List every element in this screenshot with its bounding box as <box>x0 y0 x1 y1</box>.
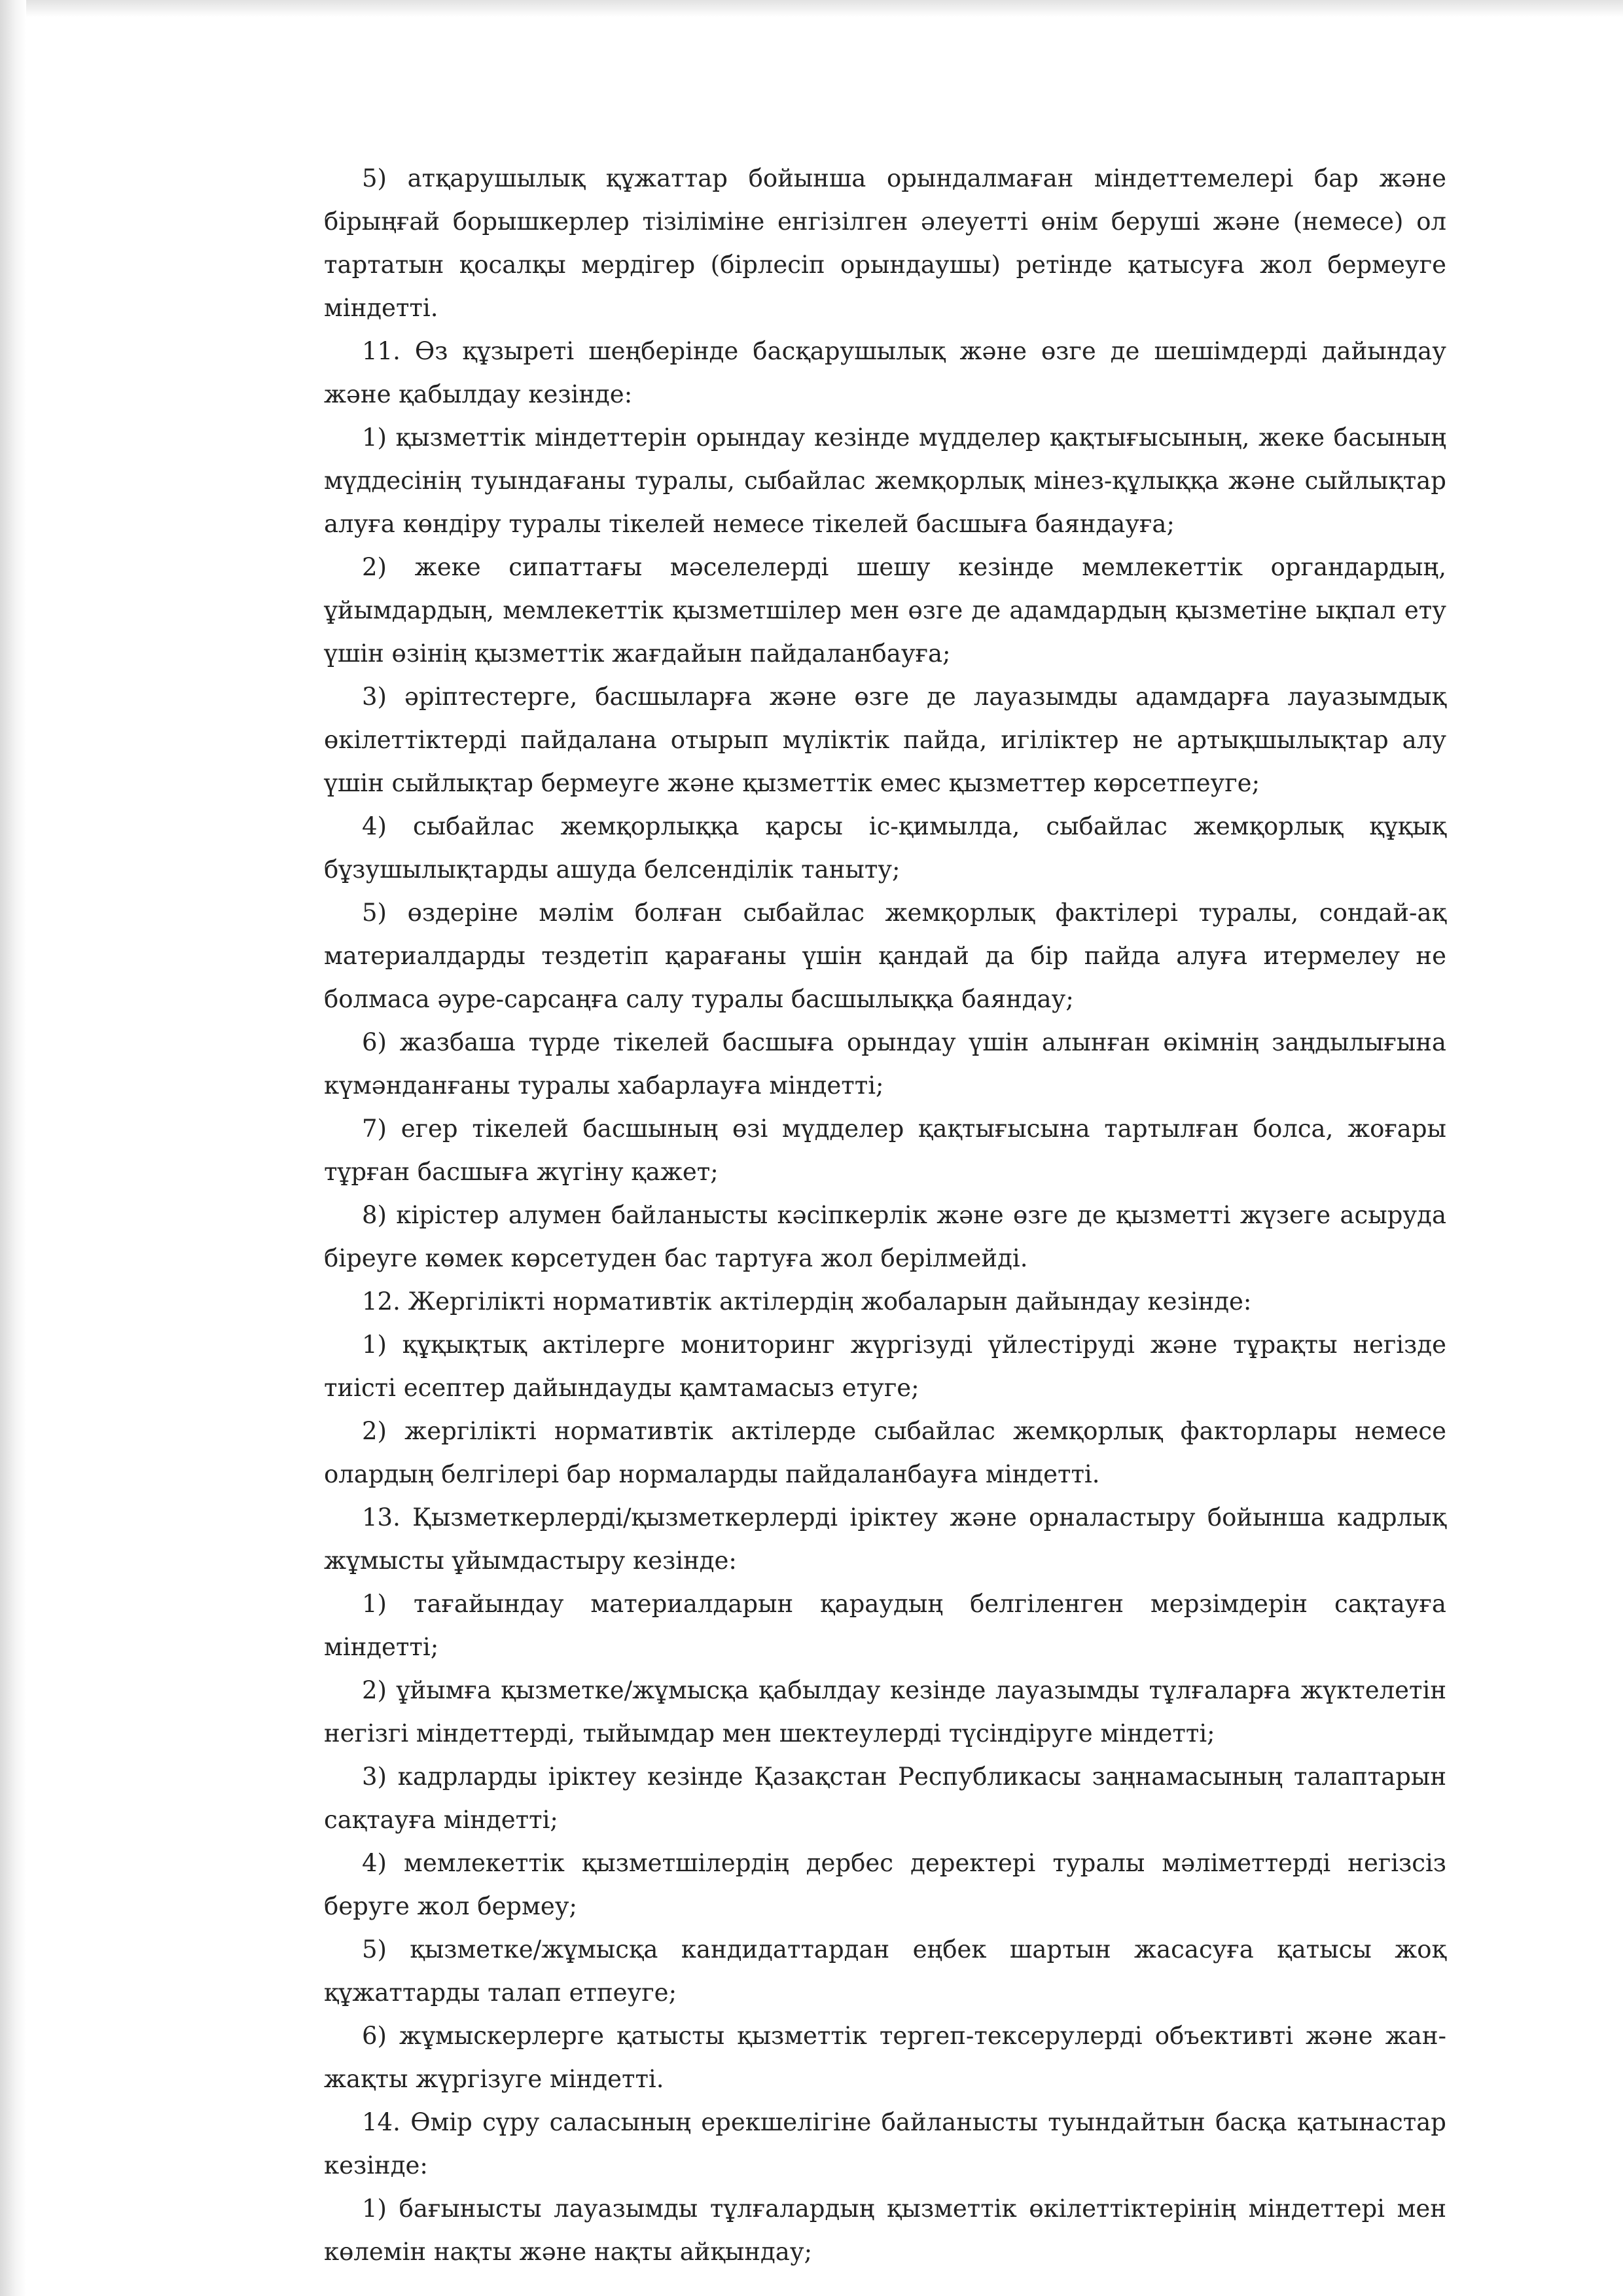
paragraph-14-item-1: 1) бағынысты лауазымды тұлғалардың қызметтік өкілеттіктерінің міндеттері мен көлемін нақты және нақты айқындау; <box>324 2195 1446 2266</box>
paragraph-12-item-1: 1) құқықтық актілерге мониторинг жүргізуді үйлестіруді және тұрақты негізде тиісті есептер дайындауды қамтамасыз етуге; <box>324 1331 1446 1402</box>
paragraph-11-item-8: 8) кірістер алумен байланысты кәсіпкерлік және өзге де қызметті жүзеге асыруда біреуге көмек көрсетуден бас тартуға жол берілмейді. <box>324 1201 1446 1272</box>
paragraph-14-heading: 14. Өмір сүру саласының ерекшелігіне байланысты туындайтын басқа қатынастар кезінде: <box>324 2108 1446 2179</box>
paragraph-12-item-2: 2) жергілікті нормативтік актілерде сыбайлас жемқорлық факторлары немесе олардың белгілері бар нормаларды пайдаланбауға міндетті. <box>324 1417 1446 1488</box>
paragraph-12-heading: 12. Жергілікті нормативтік актілердің жобаларын дайындау кезінде: <box>362 1287 1252 1316</box>
paragraph-13-heading: 13. Қызметкерлерді/қызметкерлерді іріктеу және орналастыру бойынша кадрлық жұмысты ұйымдастыру кезінде: <box>324 1503 1446 1575</box>
scan-top-shadow <box>0 0 1623 17</box>
paragraph-11-item-1: 1) қызметтік міндеттерін орындау кезінде мүдделер қақтығысының, жеке басының мүддесінің туындағаны туралы, сыбайлас жемқорлық мінез-құлыққа және сыйлықтар алуға көндіру туралы тікелей немесе тікелей басшыға баяндауға; <box>324 423 1446 538</box>
paragraph-11-item-3: 3) әріптестерге, басшыларға және өзге де лауазымды адамдарға лауазымдық өкілеттіктерді пайдалана отырып мүліктік пайда, игіліктер не артықшылықтар алу үшін сыйлықтар бермеуге және қызметтік емес қызметтер көрсетпеуге; <box>324 683 1446 797</box>
paragraph-11-item-6: 6) жазбаша түрде тікелей басшыға орындау үшін алынған өкімнің заңдылығына күмәнданғаны туралы хабарлауға міндетті; <box>324 1028 1446 1100</box>
document-body <box>324 157 1446 2274</box>
paragraph-13-item-4: 4) мемлекеттік қызметшілердің дербес деректері туралы мәліметтерді негізсіз беруге жол бермеу; <box>324 1849 1446 1920</box>
paragraph-13-item-6: 6) жұмыскерлерге қатысты қызметтік тергеп-тексерулерді объективті және жан-жақты жүргізуге міндетті. <box>324 2022 1446 2093</box>
paragraph-13-item-3: 3) кадрларды іріктеу кезінде Қазақстан Республикасы заңнамасының талаптарын сақтауға міндетті; <box>324 1763 1446 1834</box>
paragraph-11-item-5: 5) өздеріне мәлім болған сыбайлас жемқорлық фактілері туралы, сондай-ақ материалдарды тездетіп қарағаны үшін қандай да бір пайда алуға итермелеу не болмаса әуре-сарсаңға салу туралы басшылыққа баяндау; <box>324 899 1446 1013</box>
scan-left-shadow <box>0 0 26 2296</box>
paragraph-5-item: 5) атқарушылық құжаттар бойынша орындалмаған міндеттемелері бар және бірыңғай борышкерлер тізіліміне енгізілген әлеуетті өнім беруші және (немесе) ол тартатын қосалқы мердігер (бірлесіп орындаушы) ретінде қатысуға жол бермеуге міндетті. <box>324 164 1446 322</box>
paragraph-11-item-7: 7) егер тікелей басшының өзі мүдделер қақтығысына тартылған болса, жоғары тұрған басшыға жүгіну қажет; <box>324 1115 1446 1186</box>
paragraph-13-item-1: 1) тағайындау материалдарын қараудың белгіленген мерзімдерін сақтауға міндетті; <box>324 1590 1446 1661</box>
paragraph-11-heading: 11. Өз құзыреті шеңберінде басқарушылық және өзге де шешімдерді дайындау және қабылдау кезінде: <box>324 337 1446 408</box>
paragraph-13-item-5: 5) қызметке/жұмысқа кандидаттардан еңбек шартын жасасуға қатысы жоқ құжаттарды талап етпеуге; <box>324 1935 1446 2007</box>
paragraph-11-item-2: 2) жеке сипаттағы мәселелерді шешу кезінде мемлекеттік органдардың, ұйымдардың, мемлекеттік қызметшілер мен өзге де адамдардың қызметіне ықпал ету үшін өзінің қызметтік жағдайын пайдаланбауға; <box>324 553 1446 668</box>
paragraph-13-item-2: 2) ұйымға қызметке/жұмысқа қабылдау кезінде лауазымды тұлғаларға жүктелетін негізгі міндеттерді, тыйымдар мен шектеулерді түсіндіруге міндетті; <box>324 1676 1446 1748</box>
paragraph-11-item-4: 4) сыбайлас жемқорлыққа қарсы іс-қимылда, сыбайлас жемқорлық құқық бұзушылықтарды ашуда белсенділік таныту; <box>324 812 1446 884</box>
